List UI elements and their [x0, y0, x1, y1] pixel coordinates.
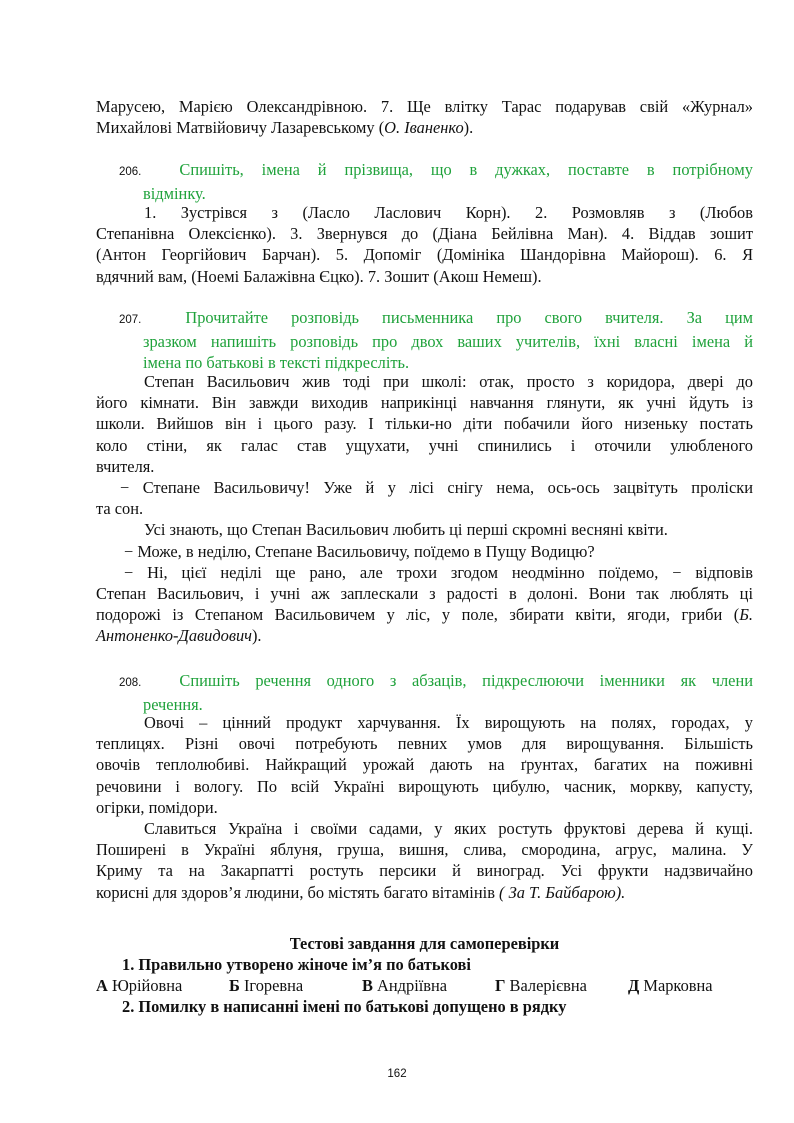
- test-section-title: Тестові завдання для самоперевірки: [289, 934, 560, 953]
- dialog-line: − Ні, цієї неділі ще рано, але трохи згодом неодмінно поїдемо, − відповів: [124, 562, 753, 582]
- text-line: Степанівна Олексієнко). 3. Звернувся до (Діана Бейлівна Ман). 4. Віддав зошит: [96, 224, 753, 244]
- text-line: Поширені в Україні яблуня, груша, вишня, слива, смородина, агрус, малина. У: [96, 840, 753, 860]
- option-a: А Юрійовна: [96, 976, 183, 995]
- carryover-paragraph: [96, 96, 753, 138]
- text-line: 1. Зустрівся з (Ласло Ласлович Корн). 2. Розмовляв з (Любов: [144, 203, 753, 222]
- task-text: імена по батькові в тексті підкресліть.: [143, 353, 410, 373]
- text-line: Овочі – цінний продукт харчування. Їх вирощують на полях, городах, у: [144, 713, 753, 732]
- text-line: школи. Вийшов він і цього разу. І тільки-но діти побачили його низеньку постать: [96, 414, 753, 434]
- task-text: відмінку.: [143, 184, 206, 204]
- exercise-208-task: [119, 670, 753, 715]
- option-c: В Андріївна: [362, 976, 448, 995]
- task-text: Спишіть речення одного з абзаців, підкреслюючи іменники як члени: [179, 671, 753, 690]
- exercise-208-text: [96, 712, 753, 903]
- dialog-line: подорожі із Степаном Васильовичем у ліс, у поле, збирати квіти, ягоди, гриби (: [96, 605, 740, 625]
- dialog-line: − Може, в неділю, Степане Васильовичу, поїдемо в Пущу Водицю?: [124, 541, 595, 561]
- page-number: 162: [387, 1068, 407, 1080]
- task-text: зразком напишіть розповідь про двох ваших учителів, їхні власні імена й: [143, 332, 753, 352]
- text-line: корисні для здоров’я людини, бо містять багато вітамінів: [96, 882, 500, 902]
- exercise-207-story: Степан Васильович жив тоді при школі: отак, просто з коридора, двері до його кімнати. Він завжди виходив наприкінці навчання глянути, як учні йдуть із школи. Вийшов він і цього разу. І тільки-но діти побачили його низеньку постать коло стіни, як галас став ущухати, учні спинились і оточили улюбленого вчителя. − Степане Васильовичу! Уже й у лісі снігу нема, ось-ось зацвітуть проліски та сон. Усі знають, що Степан Васильович любить ці перші скромні весняні квіти. − Може, в неділю, Степане Васильовичу, поїдемо в Пущу Водицю? − Ні, цієї неділі ще рано, але трохи згодом неодмінно поїдемо, − відповів Степан Васильович, і учні аж заплескали з радості в долоні. Вони так люблять ці подорожі із Степаном Васильовичем у ліс, у поле, збирати квіти, ягоди, гриби (Б. Антоненко-Давидович).: [96, 372, 753, 646]
- text-line: (Антон Георгійович Барчан). 5. Допоміг (Домініка Шандорівна Майорош). 6. Я: [96, 245, 753, 265]
- task-text: речення.: [143, 695, 203, 715]
- author-name: Антоненко-Давидович: [96, 626, 252, 646]
- option-d: Г Валерієвна: [495, 976, 587, 995]
- question-1: 1. Правильно утворено жіноче ім’я по батькові: [122, 955, 471, 974]
- text-line: вдячний вам, (Ноемі Балажівна Єцко). 7. Зошит (Акош Немеш).: [96, 266, 542, 286]
- text-line: огірки, помідори.: [96, 797, 218, 817]
- text-line: вчителя.: [96, 456, 155, 476]
- dialog-line: − Степане Васильовичу! Уже й у лісі снігу нема, ось-ось зацвітуть проліски: [120, 478, 753, 498]
- text-line: теплицях. Різні овочі потребують певних умов для вирощування. Більшість: [96, 734, 753, 754]
- exercise-number: 206.: [119, 166, 142, 178]
- dialog-line: Степан Васильович, і учні аж заплескали з радості в долоні. Вони так люблять ці: [96, 584, 753, 604]
- text-line: коло стіни, як галас став ущухати, учні спинились і оточили улюбленого: [96, 435, 753, 455]
- dialog-line: та сон.: [96, 499, 144, 519]
- text-line: Криму та на Закарпатті ростуть персики й виноград. Усі фрукти надзвичайно: [96, 861, 753, 881]
- option-b: Б Ігоревна: [229, 976, 304, 995]
- exercise-206-body: [96, 202, 753, 287]
- text-line: Славиться Україна і своїми садами, у яких ростуть фруктові дерева й кущі.: [144, 819, 753, 839]
- exercise-206-task: [119, 159, 753, 204]
- author-name: О. Іваненко: [384, 118, 464, 138]
- author-name: ( За Т. Байбарою).: [499, 882, 626, 902]
- task-text: Спишіть, імена й прізвища, що в дужках, поставте в потрібному: [179, 160, 753, 179]
- exercise-number: 207.: [119, 314, 142, 326]
- text-line: Марусею, Марією Олександрівною. 7. Ще влітку Тарас подарував свій «Журнал»: [96, 97, 753, 116]
- text-line: Михайлові Матвійовичу Лазаревському (О. Іваненко).: [96, 118, 474, 138]
- exercise-207-task: [119, 307, 753, 374]
- text-line: Усі знають, що Степан Васильович любить ці перші скромні весняні квіти.: [144, 520, 668, 540]
- text-line: його кімнати. Він завжди виходив наприкінці навчання глянути, як учні йдуть із: [96, 393, 753, 413]
- exercise-number: 208.: [119, 677, 142, 689]
- option-e: Д Марковна: [628, 976, 713, 995]
- text-line: речовини і вологу. По всій Україні вирощують цибулю, часник, моркву, капусту,: [96, 776, 753, 796]
- question-2: 2. Помилку в написанні імені по батькові допущено в рядку: [122, 997, 567, 1016]
- text-line: овочів теплолюбиві. Найкращий урожай дають на ґрунтах, багатих на поживні: [96, 755, 753, 775]
- text-line: Степан Васильович жив тоді при школі: отак, просто з коридора, двері до: [144, 372, 753, 391]
- task-text: Прочитайте розповідь письменника про свого вчителя. За цим: [185, 308, 753, 327]
- author-name: Б.: [739, 605, 753, 625]
